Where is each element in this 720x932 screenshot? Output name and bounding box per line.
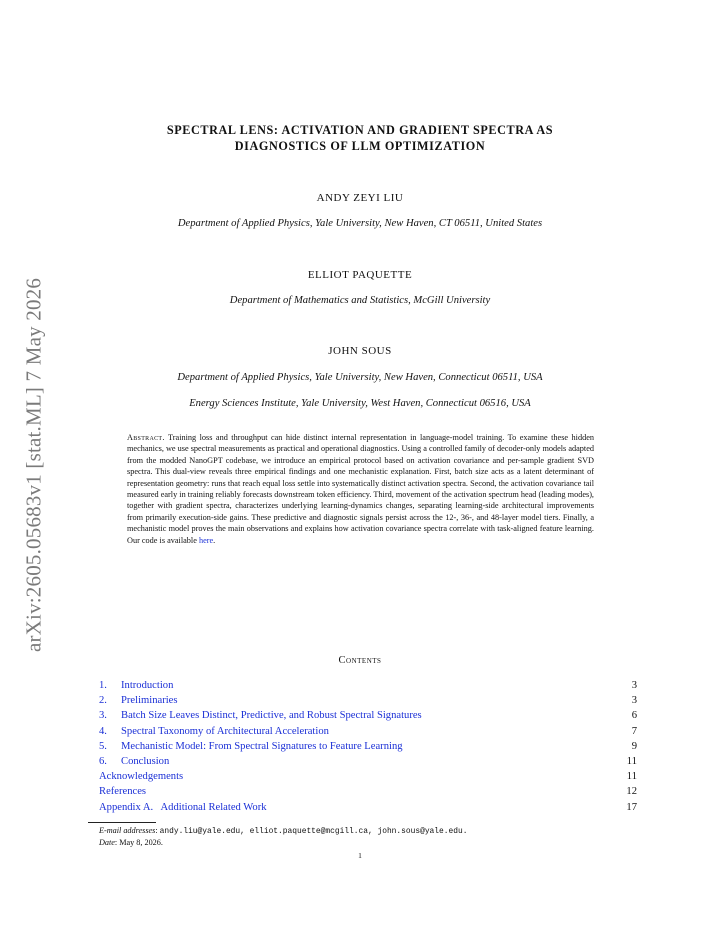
toc-row[interactable] bbox=[99, 708, 637, 723]
abstract-heading: Abstract. bbox=[127, 433, 165, 442]
toc-entry-link[interactable] bbox=[99, 693, 178, 708]
footnote-date: Date: May 8, 2026. bbox=[99, 838, 163, 847]
abstract-end: . bbox=[213, 535, 216, 545]
toc-entry-link[interactable] bbox=[99, 724, 329, 739]
email-label: E-mail addresses bbox=[99, 826, 156, 835]
toc-entry-label: Conclusion bbox=[121, 755, 170, 767]
toc-entry-number: 4. bbox=[99, 725, 107, 737]
toc-row[interactable] bbox=[99, 739, 637, 754]
code-link[interactable]: here bbox=[198, 535, 214, 545]
footnote-emails: E-mail addresses: andy.liu@yale.edu, elliot.paquette@mcgill.ca, john.sous@yale.edu. bbox=[99, 826, 468, 836]
toc-entry-link[interactable] bbox=[99, 739, 403, 754]
toc-entry-link[interactable] bbox=[99, 708, 422, 723]
author-name-1: ANDY ZEYI LIU bbox=[316, 192, 404, 204]
toc-entry-label: Batch Size Leaves Distinct, Predictive, and Robust Spectral Signatures bbox=[121, 710, 422, 722]
toc-row[interactable] bbox=[99, 724, 637, 739]
title-line-2: DIAGNOSTICS OF LLM OPTIMIZATION bbox=[234, 139, 486, 153]
abstract-body: Training loss and throughput can hide distinct internal representation in language-model training. To examine these hidden mechanics, we use spectral measurements as practical and operational diagnostics. Using a controlled family of decoder-only models adapted from the modded NanoGPT codebase, we introduce an empirical protocol based on activation covariance and per-sample gradient SVD spectra. This dual-view reveals three empirical findings and one mechanistic explanation. First, batch size acts as a latent determinant of representation geometry: runs that reach equal loss settle into systematically distinct activation spectra. Second, the activation covariance tail measured early in training reliably forecasts downstream token efficiency. Third, movement of the activation spectrum head (leading modes), together with gradient spectra, characterizes underlying learning-dynamics changes, separating learning-side architectural improvements from primarily execution-side gains. These predictive and diagnostic signals persist across the 12-, 36-, and 48-layer model tiers. Finally, a mechanistic model proves the main observations and explains how activation covariance spectra correlate with task-aligned feature learning. Our code is available bbox=[127, 433, 594, 545]
toc-row[interactable] bbox=[99, 769, 637, 784]
toc-entry-number: 5. bbox=[99, 740, 107, 752]
toc-entry-number: 2. bbox=[99, 695, 107, 707]
author-affiliation-1: Department of Applied Physics, Yale University, New Haven, CT 06511, United States bbox=[177, 218, 543, 229]
toc-entry-label: Spectral Taxonomy of Architectural Acceleration bbox=[121, 725, 329, 737]
toc-row[interactable] bbox=[99, 754, 637, 769]
arxiv-identifier: arXiv:2605.05683v1 [stat.ML] 7 May 2026 bbox=[21, 277, 46, 653]
abstract bbox=[127, 432, 594, 546]
toc-entry-page: 12 bbox=[626, 786, 637, 798]
toc-entry-label: Mechanistic Model: From Spectral Signatures to Feature Learning bbox=[121, 740, 403, 752]
contents-heading: Contents bbox=[338, 655, 382, 666]
toc-entry-link[interactable]: Appendix A. Additional Related Work bbox=[99, 801, 267, 813]
email-addresses: andy.liu@yale.edu, elliot.paquette@mcgill.ca, john.sous@yale.edu. bbox=[159, 827, 468, 836]
toc-entry-link[interactable]: References bbox=[99, 786, 147, 798]
toc-entry-link[interactable] bbox=[99, 678, 173, 693]
page-number: 1 bbox=[358, 851, 362, 860]
paper-title bbox=[100, 122, 620, 154]
toc-entry-page: 6 bbox=[631, 710, 637, 722]
toc-row[interactable] bbox=[99, 784, 637, 799]
toc-entry-page: 11 bbox=[626, 771, 637, 783]
author-name-3: JOHN SOUS bbox=[328, 345, 392, 357]
table-of-contents bbox=[99, 678, 637, 815]
toc-row[interactable] bbox=[99, 678, 637, 693]
title-line-1: SPECTRAL LENS: ACTIVATION AND GRADIENT SPECTRA AS bbox=[166, 123, 554, 137]
toc-entry-page: 11 bbox=[626, 755, 637, 767]
toc-row[interactable] bbox=[99, 800, 637, 815]
toc-entry-label: Introduction bbox=[121, 680, 174, 691]
toc-entry-link[interactable]: Acknowledgements bbox=[99, 771, 184, 783]
toc-entry-page: 9 bbox=[631, 740, 637, 752]
author-name-2: ELLIOT PAQUETTE bbox=[307, 269, 413, 281]
author-affiliation-3a: Department of Applied Physics, Yale University, New Haven, Connecticut 06511, USA bbox=[177, 372, 543, 383]
toc-entry-page: 3 bbox=[631, 680, 637, 691]
toc-entry-page: 17 bbox=[626, 801, 637, 813]
toc-entry-page: 7 bbox=[631, 725, 637, 737]
footnote-rule bbox=[88, 822, 156, 823]
toc-entry-link[interactable] bbox=[99, 754, 169, 769]
date-label: Date bbox=[99, 838, 115, 847]
toc-entry-number: 1. bbox=[99, 680, 107, 691]
date-value: May 8, 2026. bbox=[119, 838, 163, 847]
toc-entry-number: 3. bbox=[99, 710, 107, 722]
author-affiliation-3b: Energy Sciences Institute, Yale University, West Haven, Connecticut 06516, USA bbox=[189, 398, 531, 409]
toc-entry-page: 3 bbox=[631, 695, 637, 707]
toc-entry-label: Preliminaries bbox=[121, 695, 178, 707]
author-affiliation-2: Department of Mathematics and Statistics, McGill University bbox=[229, 295, 491, 306]
toc-row[interactable] bbox=[99, 693, 637, 708]
toc-entry-number: 6. bbox=[99, 755, 107, 767]
